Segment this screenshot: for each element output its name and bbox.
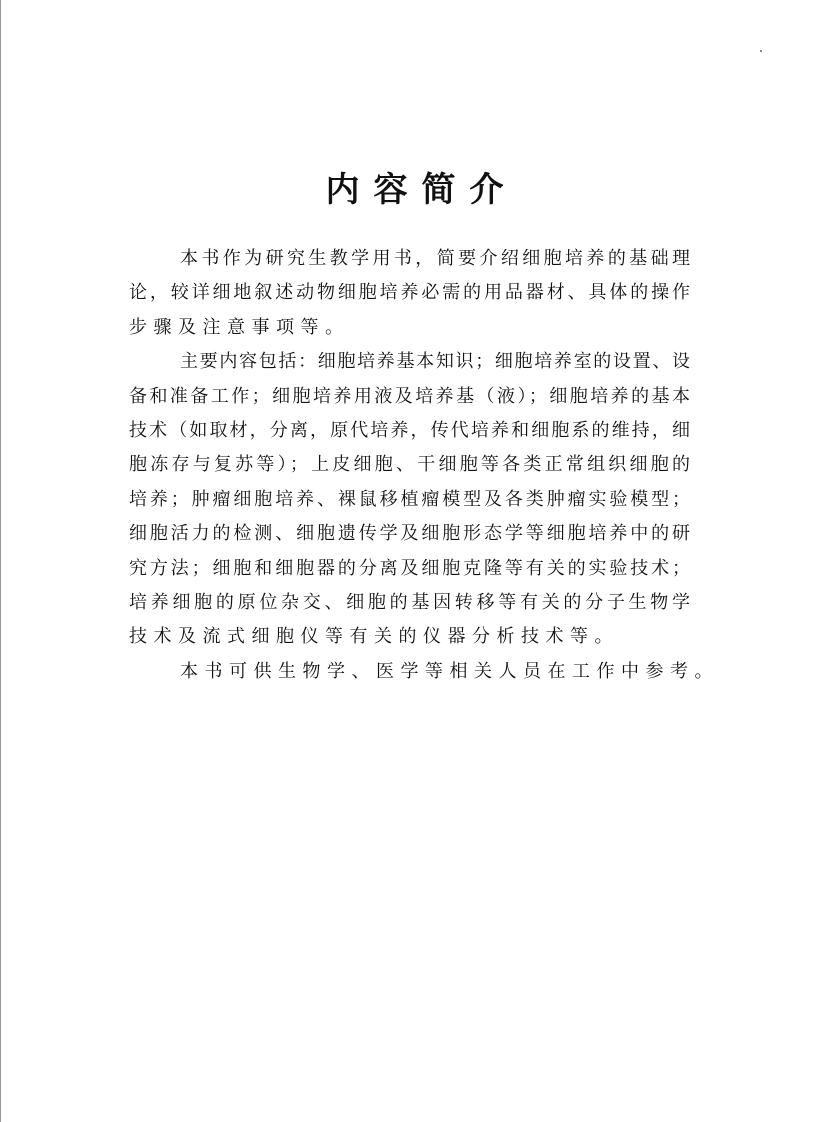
text-line: 究方法；细胞和细胞器的分离及细胞克隆等有关的实验技术；: [129, 557, 691, 579]
text-line: 胞冻存与复苏等）；上皮细胞、干细胞等各类正常组织细胞的: [129, 454, 691, 476]
page-title: 内容简介: [325, 170, 518, 210]
text-line: 本书可供生物学、医学等相关人员在工作中参考。: [180, 660, 719, 682]
text-line: 培养；肿瘤细胞培养、裸鼠移植瘤模型及各类肿瘤实验模型；: [129, 488, 691, 510]
text-line: 备和准备工作；细胞培养用液及培养基（液）；细胞培养的基本: [129, 385, 691, 407]
text-line: 技术（如取材，分离，原代培养，传代培养和细胞系的维持，细: [129, 419, 691, 441]
text-line: 步骤及注意事项等。: [129, 316, 350, 338]
text-line: 技术及流式细胞仪等有关的仪器分析技术等。: [129, 626, 619, 648]
text-line: 细胞活力的检测、细胞遗传学及细胞形态学等细胞培养中的研: [129, 523, 691, 545]
text-line: 本书作为研究生教学用书，简要介绍细胞培养的基础理: [180, 248, 691, 269]
summary-body: [129, 242, 719, 689]
scan-speck: [760, 50, 762, 52]
text-line: 论，较详细地叙述动物细胞培养必需的用品器材、具体的操作: [129, 282, 691, 304]
text-line: 培养细胞的原位杂交、细胞的基因转移等有关的分子生物学: [129, 591, 691, 613]
text-line: 主要内容包括：细胞培养基本知识；细胞培养室的设置、设: [180, 351, 691, 373]
